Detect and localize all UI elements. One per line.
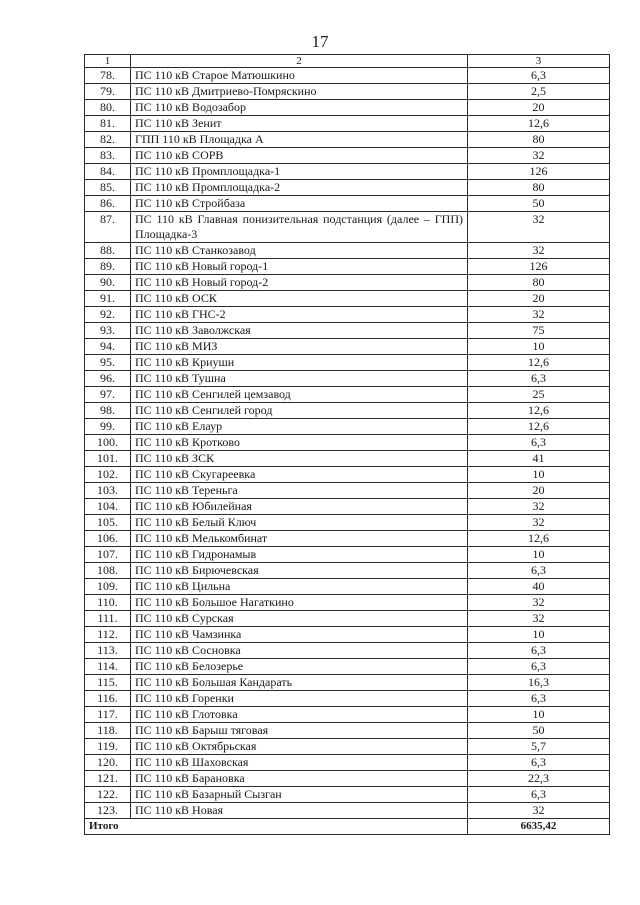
capacity-value: 10 <box>468 707 610 723</box>
capacity-value: 50 <box>468 196 610 212</box>
row-number: 120. <box>85 755 131 771</box>
capacity-value: 12,6 <box>468 531 610 547</box>
table-row <box>85 707 610 723</box>
capacity-value: 32 <box>468 212 610 243</box>
table-row <box>85 100 610 116</box>
capacity-value: 6,3 <box>468 691 610 707</box>
table-row <box>85 387 610 403</box>
capacity-value: 80 <box>468 180 610 196</box>
table-row <box>85 435 610 451</box>
substation-name: ПС 110 кВ ГНС-2 <box>131 307 468 323</box>
table-header-row <box>85 55 610 68</box>
row-number: 101. <box>85 451 131 467</box>
table-row <box>85 275 610 291</box>
row-number: 105. <box>85 515 131 531</box>
capacity-value: 6,3 <box>468 659 610 675</box>
substation-name: ПС 110 кВ Барановка <box>131 771 468 787</box>
total-row <box>85 819 610 835</box>
substation-name: ПС 110 кВ Сенгилей цемзавод <box>131 387 468 403</box>
capacity-value: 32 <box>468 499 610 515</box>
row-number: 104. <box>85 499 131 515</box>
substation-name: ПС 110 кВ ОСК <box>131 291 468 307</box>
substation-name: ПС 110 кВ Главная понизительная подстанция (далее – ГПП) Площадка-3 <box>131 212 468 243</box>
table-row <box>85 371 610 387</box>
table-row <box>85 531 610 547</box>
capacity-value: 40 <box>468 579 610 595</box>
substation-name: ПС 110 кВ Новая <box>131 803 468 819</box>
row-number: 107. <box>85 547 131 563</box>
row-number: 109. <box>85 579 131 595</box>
table-row <box>85 499 610 515</box>
row-number: 98. <box>85 403 131 419</box>
column-header-2: 2 <box>131 55 468 68</box>
substation-name: ПС 110 кВ ЗСК <box>131 451 468 467</box>
substation-name: ПС 110 кВ Старое Матюшкино <box>131 68 468 84</box>
row-number: 80. <box>85 100 131 116</box>
substation-name: ПС 110 кВ Юбилейная <box>131 499 468 515</box>
row-number: 96. <box>85 371 131 387</box>
table-row <box>85 132 610 148</box>
substation-name: ПС 110 кВ Заволжская <box>131 323 468 339</box>
table-row <box>85 755 610 771</box>
table-row <box>85 787 610 803</box>
capacity-value: 22,3 <box>468 771 610 787</box>
substation-name: ПС 110 кВ Октябрьская <box>131 739 468 755</box>
row-number: 95. <box>85 355 131 371</box>
row-number: 97. <box>85 387 131 403</box>
substation-name: ПС 110 кВ Мелькомбинат <box>131 531 468 547</box>
capacity-value: 6,3 <box>468 68 610 84</box>
capacity-value: 6,3 <box>468 435 610 451</box>
capacity-value: 6,3 <box>468 563 610 579</box>
substation-name: ПС 110 кВ Водозабор <box>131 100 468 116</box>
capacity-value: 25 <box>468 387 610 403</box>
table-row <box>85 611 610 627</box>
table-row <box>85 515 610 531</box>
capacity-value: 32 <box>468 148 610 164</box>
column-header-1: 1 <box>85 55 131 68</box>
substation-name: ПС 110 кВ СОРВ <box>131 148 468 164</box>
row-number: 89. <box>85 259 131 275</box>
substation-name: ПС 110 кВ Сосновка <box>131 643 468 659</box>
row-number: 100. <box>85 435 131 451</box>
capacity-value: 6,3 <box>468 755 610 771</box>
table-row <box>85 563 610 579</box>
table-row <box>85 451 610 467</box>
row-number: 78. <box>85 68 131 84</box>
capacity-value: 5,7 <box>468 739 610 755</box>
row-number: 115. <box>85 675 131 691</box>
capacity-value: 80 <box>468 275 610 291</box>
substation-name: ГПП 110 кВ Площадка А <box>131 132 468 148</box>
table-row <box>85 180 610 196</box>
table-row <box>85 164 610 180</box>
row-number: 82. <box>85 132 131 148</box>
row-number: 113. <box>85 643 131 659</box>
table-row <box>85 116 610 132</box>
capacity-value: 10 <box>468 547 610 563</box>
table-row <box>85 483 610 499</box>
table-row <box>85 419 610 435</box>
substation-name: ПС 110 кВ Цильна <box>131 579 468 595</box>
substation-name: ПС 110 кВ Новый город-1 <box>131 259 468 275</box>
table-row <box>85 212 610 243</box>
capacity-value: 12,6 <box>468 355 610 371</box>
substation-capacity-table <box>84 54 610 835</box>
capacity-value: 32 <box>468 515 610 531</box>
row-number: 118. <box>85 723 131 739</box>
row-number: 88. <box>85 243 131 259</box>
row-number: 86. <box>85 196 131 212</box>
total-label: Итого <box>85 819 468 835</box>
capacity-value: 20 <box>468 291 610 307</box>
table-row <box>85 259 610 275</box>
capacity-value: 32 <box>468 307 610 323</box>
capacity-value: 6,3 <box>468 787 610 803</box>
row-number: 111. <box>85 611 131 627</box>
row-number: 112. <box>85 627 131 643</box>
substation-name: ПС 110 кВ Криуши <box>131 355 468 371</box>
table-row <box>85 659 610 675</box>
row-number: 108. <box>85 563 131 579</box>
substation-name: ПС 110 кВ Гидронамыв <box>131 547 468 563</box>
table-row <box>85 403 610 419</box>
row-number: 94. <box>85 339 131 355</box>
capacity-value: 2,5 <box>468 84 610 100</box>
capacity-value: 10 <box>468 339 610 355</box>
substation-name: ПС 110 кВ Большое Нагаткино <box>131 595 468 611</box>
substation-name: ПС 110 кВ Шаховская <box>131 755 468 771</box>
substation-name: ПС 110 кВ Барыш тяговая <box>131 723 468 739</box>
capacity-value: 32 <box>468 595 610 611</box>
substation-name: ПС 110 кВ Глотовка <box>131 707 468 723</box>
substation-name: ПС 110 кВ Сурская <box>131 611 468 627</box>
table-row <box>85 643 610 659</box>
table-row <box>85 675 610 691</box>
table-row <box>85 771 610 787</box>
row-number: 106. <box>85 531 131 547</box>
capacity-value: 10 <box>468 627 610 643</box>
table-row <box>85 307 610 323</box>
row-number: 116. <box>85 691 131 707</box>
capacity-value: 12,6 <box>468 403 610 419</box>
table-row <box>85 84 610 100</box>
row-number: 91. <box>85 291 131 307</box>
capacity-value: 32 <box>468 611 610 627</box>
total-value: 6635,42 <box>468 819 610 835</box>
column-header-3: 3 <box>468 55 610 68</box>
substation-name: ПС 110 кВ Сенгилей город <box>131 403 468 419</box>
row-number: 123. <box>85 803 131 819</box>
substation-name: ПС 110 кВ Стройбаза <box>131 196 468 212</box>
row-number: 84. <box>85 164 131 180</box>
capacity-value: 41 <box>468 451 610 467</box>
row-number: 93. <box>85 323 131 339</box>
capacity-value: 50 <box>468 723 610 739</box>
row-number: 119. <box>85 739 131 755</box>
capacity-value: 80 <box>468 132 610 148</box>
substation-name: ПС 110 кВ Тереньга <box>131 483 468 499</box>
substation-name: ПС 110 кВ Промплощадка-1 <box>131 164 468 180</box>
row-number: 90. <box>85 275 131 291</box>
substation-name: ПС 110 кВ Кротково <box>131 435 468 451</box>
page-number: 17 <box>311 32 329 51</box>
substation-name: ПС 110 кВ Дмитриево-Помряскино <box>131 84 468 100</box>
substation-name: ПС 110 кВ Большая Кандарать <box>131 675 468 691</box>
capacity-value: 126 <box>468 164 610 180</box>
table-row <box>85 355 610 371</box>
substation-name: ПС 110 кВ Белозерье <box>131 659 468 675</box>
table-row <box>85 595 610 611</box>
substation-name: ПС 110 кВ Чамзинка <box>131 627 468 643</box>
row-number: 83. <box>85 148 131 164</box>
substation-name: ПС 110 кВ Станкозавод <box>131 243 468 259</box>
row-number: 103. <box>85 483 131 499</box>
capacity-value: 12,6 <box>468 419 610 435</box>
substation-name: ПС 110 кВ МИЗ <box>131 339 468 355</box>
capacity-value: 6,3 <box>468 643 610 659</box>
table-row <box>85 723 610 739</box>
substation-name: ПС 110 кВ Бирючевская <box>131 563 468 579</box>
table-row <box>85 68 610 84</box>
substation-name: ПС 110 кВ Горенки <box>131 691 468 707</box>
table-row <box>85 243 610 259</box>
capacity-value: 20 <box>468 100 610 116</box>
capacity-value: 6,3 <box>468 371 610 387</box>
row-number: 122. <box>85 787 131 803</box>
capacity-value: 12,6 <box>468 116 610 132</box>
row-number: 99. <box>85 419 131 435</box>
row-number: 85. <box>85 180 131 196</box>
row-number: 117. <box>85 707 131 723</box>
row-number: 102. <box>85 467 131 483</box>
table-row <box>85 803 610 819</box>
capacity-value: 126 <box>468 259 610 275</box>
substation-name: ПС 110 кВ Тушна <box>131 371 468 387</box>
substation-name: ПС 110 кВ Базарный Сызган <box>131 787 468 803</box>
substation-name: ПС 110 кВ Новый город-2 <box>131 275 468 291</box>
substation-name: ПС 110 кВ Промплощадка-2 <box>131 180 468 196</box>
table-row <box>85 196 610 212</box>
capacity-value: 10 <box>468 467 610 483</box>
substation-name: ПС 110 кВ Зенит <box>131 116 468 132</box>
row-number: 81. <box>85 116 131 132</box>
table-row <box>85 467 610 483</box>
row-number: 114. <box>85 659 131 675</box>
substation-name: ПС 110 кВ Елаур <box>131 419 468 435</box>
row-number: 87. <box>85 212 131 243</box>
table-row <box>85 691 610 707</box>
table-row <box>85 291 610 307</box>
row-number: 121. <box>85 771 131 787</box>
table-row <box>85 323 610 339</box>
capacity-value: 75 <box>468 323 610 339</box>
substation-name: ПС 110 кВ Белый Ключ <box>131 515 468 531</box>
row-number: 92. <box>85 307 131 323</box>
table-row <box>85 339 610 355</box>
capacity-value: 20 <box>468 483 610 499</box>
table-row <box>85 547 610 563</box>
capacity-value: 32 <box>468 243 610 259</box>
capacity-value: 32 <box>468 803 610 819</box>
row-number: 79. <box>85 84 131 100</box>
capacity-value: 16,3 <box>468 675 610 691</box>
table-row <box>85 627 610 643</box>
table-row <box>85 579 610 595</box>
row-number: 110. <box>85 595 131 611</box>
table-row <box>85 148 610 164</box>
substation-name: ПС 110 кВ Скугареевка <box>131 467 468 483</box>
table-row <box>85 739 610 755</box>
